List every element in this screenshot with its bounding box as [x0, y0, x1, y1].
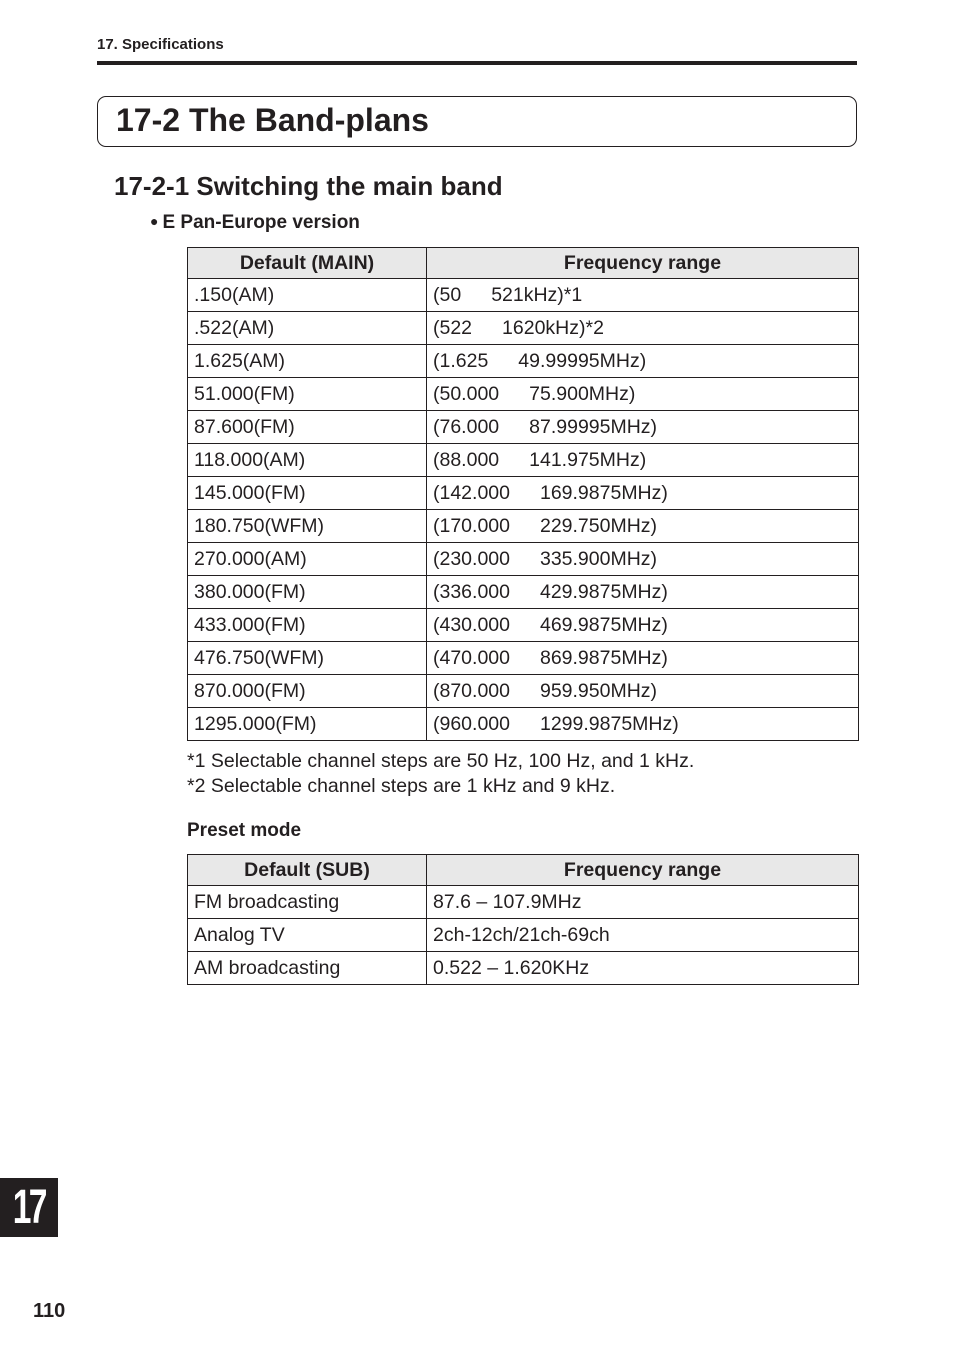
range-start: (50.000: [433, 382, 500, 405]
range-end: 1620kHz)*2: [502, 316, 604, 339]
main-band-table: [187, 247, 859, 741]
column-header-frequency: Frequency range: [427, 248, 859, 279]
range-end: 469.9875MHz): [539, 613, 668, 636]
range-start: (522: [433, 316, 473, 339]
default-cell: 51.000(FM): [188, 378, 427, 411]
range-start: (336.000: [433, 580, 510, 603]
table-row: [188, 543, 859, 576]
frequency-range-cell: [427, 345, 859, 378]
frequency-range-cell: [427, 477, 859, 510]
preset-mode-title: Preset mode: [187, 820, 302, 841]
frequency-range-cell: [427, 675, 859, 708]
section-title-box: [97, 96, 857, 147]
frequency-range-cell: [427, 642, 859, 675]
range-end: 869.9875MHz): [539, 646, 668, 669]
range-end: 959.950MHz): [539, 679, 658, 702]
table-header-row: [188, 855, 859, 886]
table-row: [188, 919, 859, 952]
footnote-2: *2 Selectable channel steps are 1 kHz and 9 kHz.: [187, 775, 616, 797]
default-cell: Analog TV: [188, 919, 427, 952]
section-title: 17-2 The Band-plans: [116, 102, 429, 138]
frequency-range-cell: [427, 510, 859, 543]
range-start: (470.000: [433, 646, 510, 669]
range-end: 49.99995MHz): [518, 349, 647, 372]
frequency-range-cell: 2ch-12ch/21ch-69ch: [427, 919, 859, 952]
table-row: [188, 642, 859, 675]
range-start: (1.625: [433, 349, 489, 372]
chapter-tab: [0, 1178, 58, 1237]
range-start: (76.000: [433, 415, 500, 438]
default-cell: 118.000(AM): [188, 444, 427, 477]
frequency-range-cell: [427, 279, 859, 312]
table-header-row: [188, 248, 859, 279]
range-end: 75.900MHz): [529, 382, 636, 405]
range-start: (50: [433, 283, 462, 306]
table-row: [188, 345, 859, 378]
frequency-range-cell: [427, 378, 859, 411]
range-end: 521kHz)*1: [491, 283, 583, 306]
range-end: 87.99995MHz): [529, 415, 658, 438]
table-row: [188, 576, 859, 609]
range-start: (960.000: [433, 712, 510, 735]
range-start: (230.000: [433, 547, 510, 570]
range-end: 229.750MHz): [539, 514, 658, 537]
table-row: [188, 886, 859, 919]
preset-mode-table: [187, 854, 859, 985]
column-header-default: Default (SUB): [188, 855, 427, 886]
frequency-range-cell: 87.6 – 107.9MHz: [427, 886, 859, 919]
default-cell: 1295.000(FM): [188, 708, 427, 741]
default-cell: 180.750(WFM): [188, 510, 427, 543]
footnotes: [187, 749, 694, 799]
table-row: [188, 675, 859, 708]
table-row: [188, 444, 859, 477]
default-cell: .522(AM): [188, 312, 427, 345]
frequency-range-cell: [427, 708, 859, 741]
version-label-text: E Pan-Europe version: [162, 212, 360, 233]
table-row: [188, 279, 859, 312]
default-cell: 433.000(FM): [188, 609, 427, 642]
footnote-1: *1 Selectable channel steps are 50 Hz, 100 Hz, and 1 kHz.: [187, 750, 695, 772]
range-start: (170.000: [433, 514, 510, 537]
range-end: 169.9875MHz): [539, 481, 668, 504]
subsection-title: 17-2-1 Switching the main band: [114, 171, 503, 201]
page-number: 110: [33, 1300, 66, 1322]
default-cell: FM broadcasting: [188, 886, 427, 919]
frequency-range-cell: [427, 576, 859, 609]
table-row: [188, 312, 859, 345]
range-end: 429.9875MHz): [539, 580, 668, 603]
table-row: [188, 477, 859, 510]
table-row: [188, 609, 859, 642]
column-header-frequency: Frequency range: [427, 855, 859, 886]
range-end: 335.900MHz): [539, 547, 658, 570]
table-row: [188, 952, 859, 985]
frequency-range-cell: [427, 609, 859, 642]
range-start: (88.000: [433, 448, 500, 471]
table-row: [188, 378, 859, 411]
range-start: (870.000: [433, 679, 510, 702]
table-row: [188, 708, 859, 741]
frequency-range-cell: [427, 543, 859, 576]
default-cell: 87.600(FM): [188, 411, 427, 444]
range-end: 1299.9875MHz): [539, 712, 679, 735]
default-cell: .150(AM): [188, 279, 427, 312]
table-row: [188, 510, 859, 543]
range-end: 141.975MHz): [529, 448, 647, 471]
chapter-tab-number: 17: [13, 1181, 45, 1234]
frequency-range-cell: 0.522 – 1.620KHz: [427, 952, 859, 985]
table-row: [188, 411, 859, 444]
default-cell: 1.625(AM): [188, 345, 427, 378]
bullet-icon: ●: [150, 213, 159, 229]
version-label: [150, 212, 360, 234]
default-cell: 145.000(FM): [188, 477, 427, 510]
frequency-range-cell: [427, 411, 859, 444]
range-start: (430.000: [433, 613, 510, 636]
default-cell: 380.000(FM): [188, 576, 427, 609]
header-rule: [97, 61, 857, 65]
range-start: (142.000: [433, 481, 510, 504]
frequency-range-cell: [427, 444, 859, 477]
default-cell: AM broadcasting: [188, 952, 427, 985]
default-cell: 270.000(AM): [188, 543, 427, 576]
frequency-range-cell: [427, 312, 859, 345]
default-cell: 870.000(FM): [188, 675, 427, 708]
running-header: 17. Specifications: [97, 36, 224, 53]
default-cell: 476.750(WFM): [188, 642, 427, 675]
column-header-default: Default (MAIN): [188, 248, 427, 279]
